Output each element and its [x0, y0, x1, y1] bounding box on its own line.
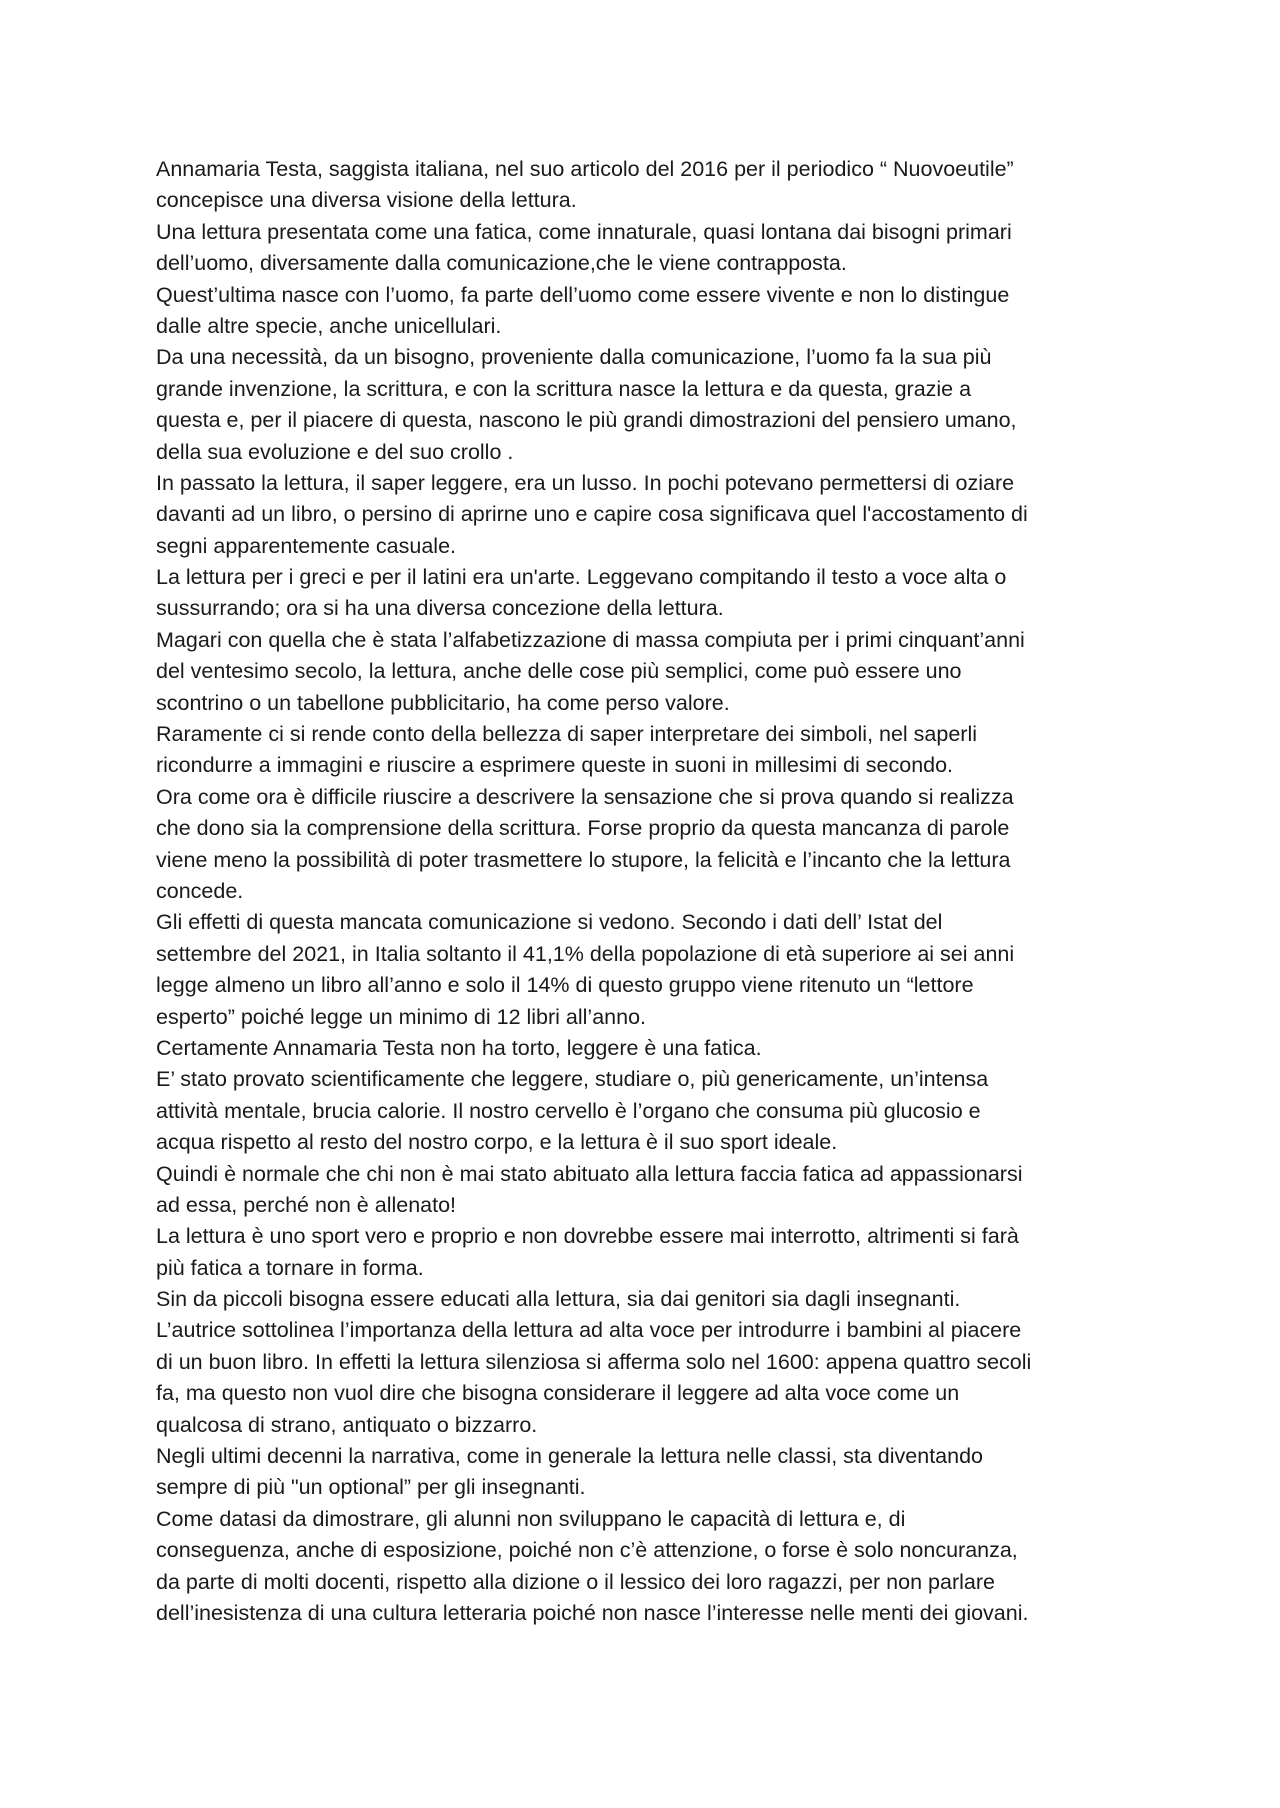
- text-line: legge almeno un libro all’anno e solo il 14% di questo gruppo viene ritenuto un “lettore: [156, 973, 974, 998]
- text-line: Quindi è normale che chi non è mai stato abituato alla lettura faccia fatica ad appassionarsi: [156, 1161, 1023, 1186]
- text-line: più fatica a tornare in forma.: [156, 1255, 424, 1280]
- text-line: che dono sia la comprensione della scrittura. Forse proprio da questa mancanza di parole: [156, 816, 1010, 841]
- text-line: davanti ad un libro, o persino di aprirne uno e capire cosa significava quel l'accostamento di: [156, 502, 1028, 527]
- text-line: esperto” poiché legge un minimo di 12 libri all’anno.: [156, 1004, 647, 1029]
- text-line: acqua rispetto al resto del nostro corpo, e la lettura è il suo sport ideale.: [156, 1130, 838, 1155]
- text-line: segni apparentemente casuale.: [156, 533, 457, 558]
- text-line: La lettura per i greci e per il latini era un'arte. Leggevano compitando il testo a voce alta o: [156, 565, 1007, 590]
- text-line: qualcosa di strano, antiquato o bizzarro.: [156, 1412, 538, 1437]
- text-line: dalle altre specie, anche unicellulari.: [156, 313, 502, 338]
- text-line: Negli ultimi decenni la narrativa, come in generale la lettura nelle classi, sta diventando: [156, 1444, 984, 1469]
- text-line: In passato la lettura, il saper leggere, era un lusso. In pochi potevano permettersi di oziare: [156, 470, 1015, 495]
- text-line: E’ stato provato scientificamente che leggere, studiare o, più genericamente, un’intensa: [156, 1067, 989, 1092]
- text-line: conseguenza, anche di esposizione, poiché non c’è attenzione, o forse è solo noncuranza,: [156, 1538, 1018, 1563]
- text-line: viene meno la possibilità di poter trasmettere lo stupore, la felicità e l’incanto che la lettura: [156, 847, 1011, 872]
- text-line: concede.: [156, 878, 244, 903]
- text-line: di un buon libro. In effetti la lettura silenziosa si afferma solo nel 1600: appena quattro secoli: [156, 1349, 1032, 1374]
- text-line: attività mentale, brucia calorie. Il nostro cervello è l’organo che consuma più glucosio e: [156, 1098, 981, 1123]
- text-line: Gli effetti di questa mancata comunicazione si vedono. Secondo i dati dell’ Istat del: [156, 910, 943, 935]
- text-line: dell’inesistenza di una cultura letteraria poiché non nasce l’interesse nelle menti dei giovani.: [156, 1600, 1029, 1625]
- text-line: Quest’ultima nasce con l’uomo, fa parte dell’uomo come essere vivente e non lo distingue: [156, 282, 1010, 307]
- text-line: questa e, per il piacere di questa, nascono le più grandi dimostrazioni del pensiero umano,: [156, 408, 1017, 433]
- text-line: settembre del 2021, in Italia soltanto il 41,1% della popolazione di età superiore ai sei anni: [156, 941, 1015, 966]
- text-line: dell’uomo, diversamente dalla comunicazione,che le viene contrapposta.: [156, 251, 847, 276]
- text-line: ricondurre a immagini e riuscire a esprimere queste in suoni in millesimi di secondo.: [156, 753, 954, 778]
- text-line: scontrino o un tabellone pubblicitario, ha come perso valore.: [156, 690, 730, 715]
- text-line: Certamente Annamaria Testa non ha torto, leggere è una fatica.: [156, 1035, 762, 1060]
- text-line: Come datasi da dimostrare, gli alunni non sviluppano le capacità di lettura e, di: [156, 1506, 906, 1531]
- essay-body: [156, 154, 1156, 1629]
- text-line: sempre di più "un optional” per gli insegnanti.: [156, 1475, 586, 1500]
- text-line: La lettura è uno sport vero e proprio e non dovrebbe essere mai interrotto, altrimenti si farà: [156, 1224, 1019, 1249]
- text-line: della sua evoluzione e del suo crollo .: [156, 439, 514, 464]
- text-line: Una lettura presentata come una fatica, come innaturale, quasi lontana dai bisogni primari: [156, 219, 1012, 244]
- text-line: Da una necessità, da un bisogno, proveniente dalla comunicazione, l’uomo fa la sua più: [156, 345, 992, 370]
- text-line: sussurrando; ora si ha una diversa concezione della lettura.: [156, 596, 724, 621]
- text-line: concepisce una diversa visione della lettura.: [156, 188, 577, 213]
- text-line: L’autrice sottolinea l’importanza della lettura ad alta voce per introdurre i bambini al piacere: [156, 1318, 1022, 1343]
- text-line: da parte di molti docenti, rispetto alla dizione o il lessico dei loro ragazzi, per non parlare: [156, 1569, 995, 1594]
- text-line: Magari con quella che è stata l’alfabetizzazione di massa compiuta per i primi cinquant’anni: [156, 627, 1025, 652]
- text-line: fa, ma questo non vuol dire che bisogna considerare il leggere ad alta voce come un: [156, 1381, 960, 1406]
- text-line: Ora come ora è difficile riuscire a descrivere la sensazione che si prova quando si realizza: [156, 784, 1014, 809]
- text-line: del ventesimo secolo, la lettura, anche delle cose più semplici, come può essere uno: [156, 659, 962, 684]
- text-line: ad essa, perché non è allenato!: [156, 1192, 457, 1217]
- text-line: grande invenzione, la scrittura, e con la scrittura nasce la lettura e da questa, grazie a: [156, 376, 972, 401]
- text-line: Raramente ci si rende conto della bellezza di saper interpretare dei simboli, nel saperli: [156, 722, 978, 747]
- text-line: Sin da piccoli bisogna essere educati alla lettura, sia dai genitori sia dagli insegnanti.: [156, 1287, 961, 1312]
- text-line: Annamaria Testa, saggista italiana, nel suo articolo del 2016 per il periodico “ Nuovoeutile”: [156, 157, 1014, 181]
